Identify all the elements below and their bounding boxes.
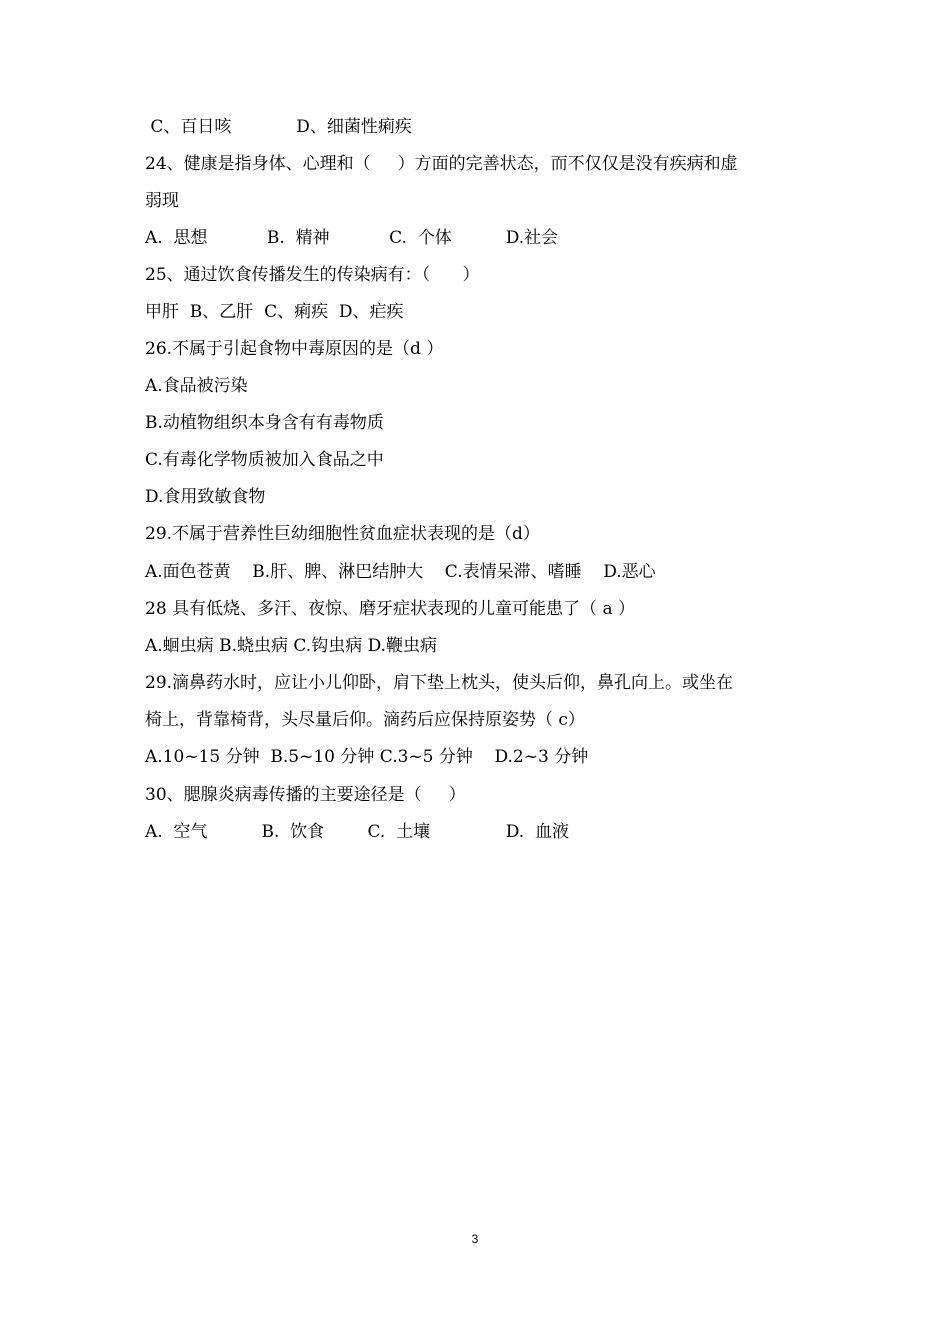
- question-28: 28 具有低烧、多汗、夜惊、磨牙症状表现的儿童可能患了（ a ）: [145, 599, 635, 619]
- question-29a: 29.不属于营养性巨幼细胞性贫血症状表现的是（d）: [145, 524, 540, 544]
- option-line: C、百日咳 D、细菌性痢疾: [145, 117, 412, 137]
- question-26-option-c: C.有毒化学物质被加入食品之中: [145, 450, 384, 470]
- question-24-continued: 弱现: [145, 191, 179, 211]
- question-26-option-b: B.动植物组织本身含有有毒物质: [145, 413, 384, 433]
- question-29a-options: A.面色苍黄 B.肝、脾、淋巴结肿大 C.表情呆滞、嗜睡 D.恶心: [145, 562, 656, 582]
- question-25: 25、通过饮食传播发生的传染病有：（ ）: [145, 265, 480, 285]
- question-30: 30、腮腺炎病毒传播的主要途径是（ ）: [145, 785, 466, 805]
- question-29b-options: A.10~15 分钟 B.5~10 分钟 C.3~5 分钟 D.2~3 分钟: [145, 747, 589, 767]
- question-26-option-d: D.食用致敏食物: [145, 487, 266, 507]
- question-25-options: 甲肝 B、乙肝 C、痢疾 D、疟疾: [145, 302, 404, 322]
- question-30-options: A. 空气 B. 饮食 C. 土壤 D. 血液: [145, 822, 569, 842]
- page-number: 3: [471, 1232, 479, 1246]
- question-29b-continued: 椅上，背靠椅背，头尽量后仰。滴药后应保持原姿势（ c）: [145, 710, 585, 730]
- question-24: 24、健康是指身体、心理和（ ）方面的完善状态，而不仅仅是没有疾病和虚: [145, 154, 738, 174]
- question-24-options: A. 思想 B. 精神 C. 个体 D.社会: [145, 228, 559, 248]
- question-29b: 29.滴鼻药水时，应让小儿仰卧，肩下垫上枕头，使头后仰，鼻孔向上。或坐在: [145, 673, 734, 693]
- question-26: 26.不属于引起食物中毒原因的是（d ）: [145, 339, 444, 359]
- question-28-options: A.蛔虫病 B.蛲虫病 C.钩虫病 D.鞭虫病: [145, 636, 438, 656]
- question-26-option-a: A.食品被污染: [145, 376, 248, 396]
